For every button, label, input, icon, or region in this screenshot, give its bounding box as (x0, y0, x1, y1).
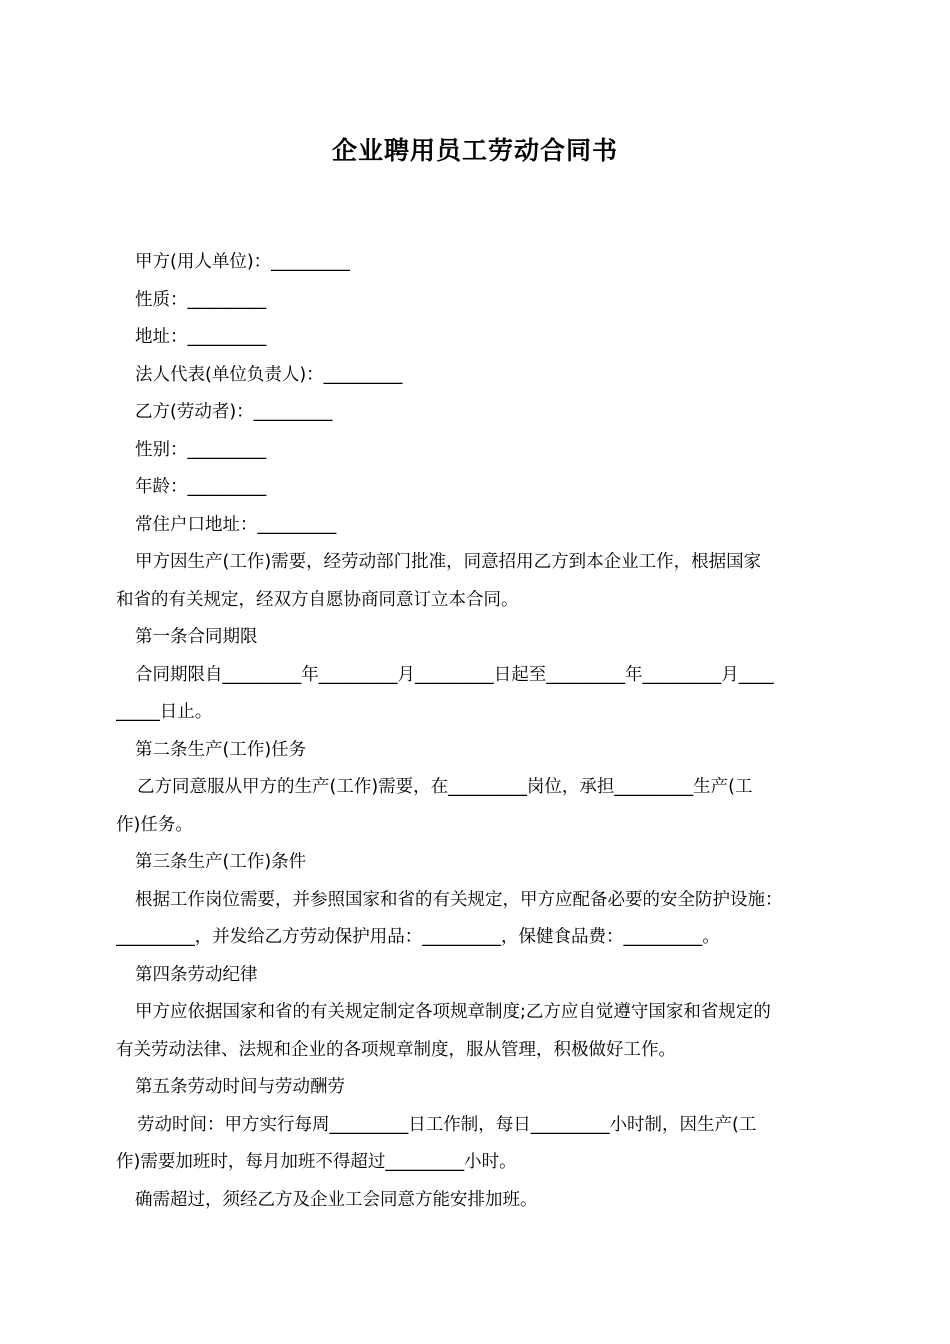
article-2-heading: 第二条生产(工作)任务 (135, 739, 307, 760)
article-3-text-line: 根据工作岗位需要，并参照国家和省的有关规定，甲方应配备必要的安全防护设施： (135, 889, 783, 910)
gender-line: 性别：_________ (135, 439, 267, 460)
residence-address-line: 常住户口地址：_________ (135, 514, 337, 535)
legal-representative-line: 法人代表(单位负责人)：_________ (135, 364, 403, 385)
article-1-text-line: _____日止。 (116, 702, 213, 722)
address-line: 地址：_________ (135, 327, 267, 347)
article-1-heading: 第一条合同期限 (135, 627, 258, 647)
article-5-text-line: 确需超过，须经乙方及企业工会同意方能安排加班。 (135, 1189, 538, 1210)
article-2-text-line: 乙方同意服从甲方的生产(工作)需要，在_________岗位，承担_________生产(工 (137, 777, 753, 797)
article-5-heading: 第五条劳动时间与劳动酬劳 (135, 1077, 345, 1097)
article-4-heading: 第四条劳动纪律 (135, 964, 258, 985)
article-2-text-line: 作)任务。 (116, 814, 193, 835)
document-title: 企业聘用员工劳动合同书 (331, 136, 618, 165)
age-line: 年龄：_________ (135, 477, 267, 497)
article-3-heading: 第三条生产(工作)条件 (135, 852, 307, 872)
article-5-text-line: 劳动时间：甲方实行每周_________日工作制，每日_________小时制，因生产(工 (137, 1114, 757, 1135)
preamble-paragraph-line: 甲方因生产(工作)需要，经劳动部门批准，同意招用乙方到本企业工作，根据国家 (135, 552, 762, 572)
article-5-text-line: 作)需要加班时，每月加班不得超过_________小时。 (116, 1152, 517, 1172)
article-3-text-line: _________，并发给乙方劳动保护用品：_________，保健食品费：_________。 (116, 927, 720, 947)
preamble-paragraph-line: 和省的有关规定，经双方自愿协商同意订立本合同。 (116, 589, 519, 610)
party-a-line: 甲方(用人单位)：_________ (135, 252, 350, 272)
article-4-text-line: 甲方应依据国家和省的有关规定制定各项规章制度;乙方应自觉遵守国家和省规定的 (135, 1002, 771, 1022)
party-b-line: 乙方(劳动者)：_________ (135, 402, 333, 422)
article-1-text-line: 合同期限自_________年_________月_________日起至_________年_________月____ (135, 664, 774, 685)
document-body (116, 244, 838, 1219)
nature-line: 性质：_________ (135, 289, 267, 310)
article-4-text-line: 有关劳动法律、法规和企业的各项规章制度，服从管理，积极做好工作。 (116, 1039, 676, 1060)
